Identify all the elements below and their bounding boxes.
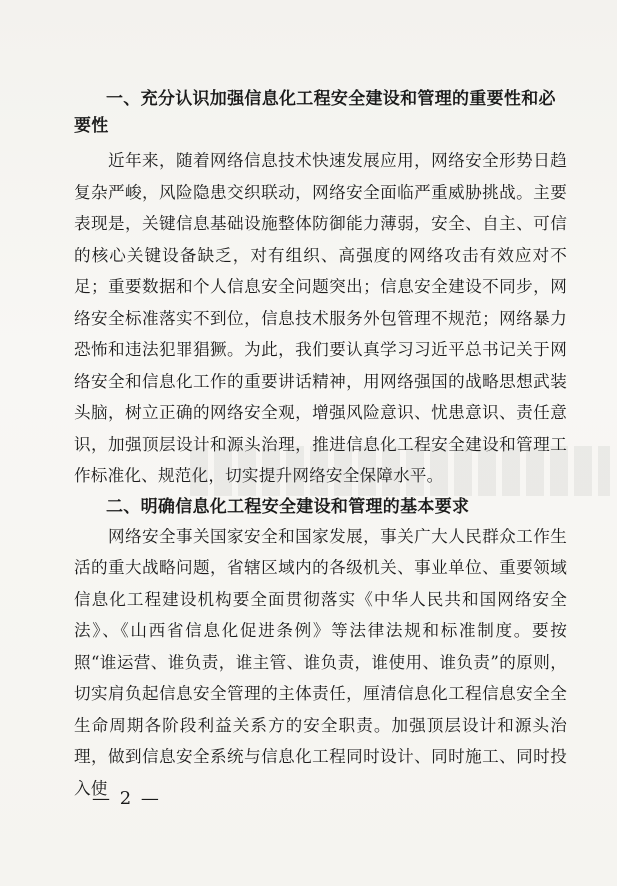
section-heading-1: 一、充分认识加强信息化工程安全建设和管理的重要性和必要性 [74, 89, 556, 136]
section-paragraph-1: 近年来，随着网络信息技术快速发展应用，网络安全形势日趋复杂严峻，风险隐患交织联动，网络安全面临严重威胁挑战。主要表现是，关键信息基础设施整体防御能力薄弱，安全、自主、可信的核心关键设备缺乏，对有组织、高强度的网络攻击有效应对不足；重要数据和个人信息安全问题突出；信息安全建设不同步，网络安全标准落实不到位，信息技术服务外包管理不规范；网络暴力恐怖和违法犯罪猖獗。为此，我们要认真学习习近平总书记关于网络安全和信息化工作的重要讲话精神，用网络强国的战略思想武装头脑，树立正确的网络安全观，增强风险意识、忧患意识、责任意识，加强顶层设计和源头治理，推进信息化工程安全建设和管理工作标准化、规范化，切实提升网络安全保障水平。 [74, 151, 567, 485]
section-heading-2: 二、明确信息化工程安全建设和管理的基本要求 [106, 496, 470, 517]
page-number: — 2 — [92, 788, 161, 809]
section-paragraph-2: 网络安全事关国家安全和国家发展，事关广大人民群众工作生活的重大战略问题，省辖区域内的各级机关、事业单位、重要领域信息化工程建设机构要全面贯彻落实《中华人民共和国网络安全法》、《山西省信息化促进条例》等法律法规和标准制度。要按照“谁运营、谁负责，谁主管、谁负责，谁使用、谁负责”的原则，切实肩负起信息安全管理的主体责任，厘清信息化工程信息安全全生命周期各阶段利益关系方的安全职责。加强顶层设计和源头治理，做到信息安全系统与信息化工程同时设计、同时施工、同时投入使 [74, 526, 567, 798]
